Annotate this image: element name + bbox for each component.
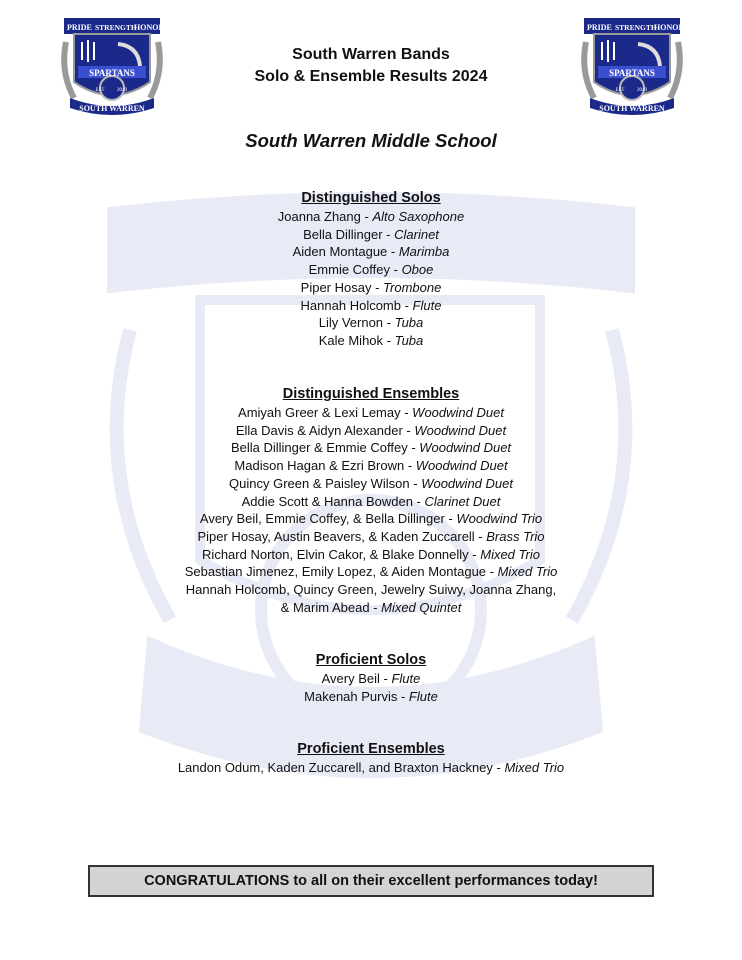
instrument-category: Brass Trio — [486, 528, 545, 544]
performer-names: Hannah Holcomb - — [300, 297, 413, 313]
section-proficient-ensembles — [0, 740, 742, 777]
result-entry — [0, 404, 742, 422]
instrument-category: Clarinet — [394, 226, 439, 242]
svg-text:PRIDE: PRIDE — [587, 23, 612, 32]
performer-names: Bella Dillinger & Emmie Coffey - — [230, 440, 420, 456]
header-title: South Warren Bands — [292, 46, 450, 63]
svg-text:SPARTANS: SPARTANS — [89, 68, 135, 78]
result-entry — [0, 314, 742, 332]
performer-names: Joanna Zhang - — [277, 209, 373, 224]
result-entry — [0, 475, 742, 493]
instrument-category: Oboe — [401, 262, 434, 278]
result-entry — [0, 439, 742, 457]
result-entry — [0, 528, 742, 546]
section-proficient-solos — [0, 651, 742, 705]
school-name: South Warren Middle School — [245, 130, 497, 151]
svg-text:EST: EST — [615, 88, 625, 93]
performer-names: Ella Davis & Aidyn Alexander - — [235, 422, 415, 438]
result-entry — [0, 457, 742, 475]
performer-names: Hannah Holcomb, Quincy Green, Jewelry Suiwy, Joanna Zhang, — [185, 582, 557, 598]
svg-text:2010: 2010 — [637, 88, 647, 93]
svg-text:EST: EST — [95, 88, 105, 93]
result-entry — [0, 332, 742, 350]
result-entry — [0, 599, 742, 617]
result-entry — [0, 261, 742, 279]
svg-text:SPARTANS: SPARTANS — [609, 68, 655, 78]
document-header — [0, 44, 742, 88]
performer-names: Piper Hosay, Austin Beavers, & Kaden Zuccarell - — [197, 528, 487, 544]
performer-names: Emmie Coffey - — [308, 262, 402, 278]
result-entry — [0, 759, 742, 777]
header-subtitle: Solo & Ensemble Results 2024 — [254, 68, 488, 85]
result-entry — [0, 546, 742, 564]
section-heading: Proficient Ensembles — [297, 741, 445, 757]
section-heading: Proficient Solos — [315, 652, 427, 668]
performer-names: Kale Mihok - — [318, 332, 395, 348]
performer-names: Avery Beil - — [321, 671, 392, 686]
instrument-category: Trombone — [383, 279, 442, 295]
instrument-category: Flute — [408, 688, 438, 704]
instrument-category: Clarinet Duet — [424, 493, 501, 509]
result-entry — [0, 279, 742, 297]
instrument-category: Flute — [391, 671, 421, 686]
section-distinguished-ensembles — [0, 385, 742, 616]
svg-text:SOUTH WARREN: SOUTH WARREN — [79, 104, 145, 113]
performer-names: Quincy Green & Paisley Wilson - — [229, 475, 422, 491]
performer-names: Bella Dillinger - — [303, 226, 395, 242]
section-distinguished-solos — [0, 189, 742, 350]
instrument-category: Woodwind Duet — [412, 405, 504, 420]
svg-text:STRENGTH: STRENGTH — [95, 23, 137, 32]
result-entry — [0, 670, 742, 688]
instrument-category: Tuba — [394, 332, 424, 348]
instrument-category: Mixed Quintet — [381, 599, 462, 615]
result-entry — [0, 493, 742, 511]
performer-names: Madison Hagan & Ezri Brown - — [234, 458, 416, 474]
instrument-category: Mixed Trio — [480, 546, 540, 562]
result-entry — [0, 688, 742, 706]
instrument-category: Woodwind Duet — [414, 422, 507, 438]
instrument-category: Mixed Trio — [504, 760, 565, 775]
result-entry — [0, 226, 742, 244]
result-entry — [0, 510, 742, 528]
result-entry — [0, 297, 742, 315]
svg-text:SOUTH WARREN: SOUTH WARREN — [599, 104, 665, 113]
instrument-category: Woodwind Duet — [415, 458, 508, 474]
section-heading: Distinguished Ensembles — [282, 386, 460, 402]
performer-names: Aiden Montague - — [292, 244, 399, 260]
performer-names: Landon Odum, Kaden Zuccarell, and Braxton Hackney - — [177, 760, 505, 775]
result-entry — [0, 208, 742, 226]
instrument-category: Tuba — [394, 315, 424, 331]
svg-text:STRENGTH: STRENGTH — [615, 23, 657, 32]
performer-names: Makenah Purvis - — [304, 688, 409, 704]
performer-names: Lily Vernon - — [318, 315, 395, 331]
svg-text:HONOR: HONOR — [654, 23, 684, 32]
instrument-category: Woodwind Duet — [419, 440, 512, 456]
instrument-category: Woodwind Trio — [456, 511, 543, 527]
result-entry — [0, 563, 742, 581]
section-heading: Distinguished Solos — [301, 190, 441, 206]
performer-names: Piper Hosay - — [300, 279, 384, 295]
performer-names: Richard Norton, Elvin Cakor, & Blake Donnelly - — [202, 546, 481, 562]
performer-names: Sebastian Jimenez, Emily Lopez, & Aiden Montague - — [184, 564, 498, 580]
instrument-category: Mixed Trio — [497, 564, 558, 580]
instrument-category: Alto Saxophone — [372, 209, 465, 224]
svg-text:2010: 2010 — [117, 88, 127, 93]
performer-names: Avery Beil, Emmie Coffey, & Bella Dillinger - — [199, 511, 457, 527]
instrument-category: Woodwind Duet — [421, 475, 513, 491]
performer-names: & Marim Abead - — [280, 599, 382, 615]
result-entry — [0, 422, 742, 440]
result-entry — [0, 243, 742, 261]
svg-text:HONOR: HONOR — [134, 23, 164, 32]
performer-names: Amiyah Greer & Lexi Lemay - — [238, 405, 413, 420]
congratulations-banner: CONGRATULATIONS to all on their excellent performances today! — [88, 865, 654, 897]
instrument-category: Marimba — [398, 244, 450, 260]
performer-names: Addie Scott & Hanna Bowden - — [241, 493, 425, 509]
instrument-category: Flute — [412, 297, 442, 313]
svg-text:PRIDE: PRIDE — [67, 23, 92, 32]
result-entry — [0, 581, 742, 599]
